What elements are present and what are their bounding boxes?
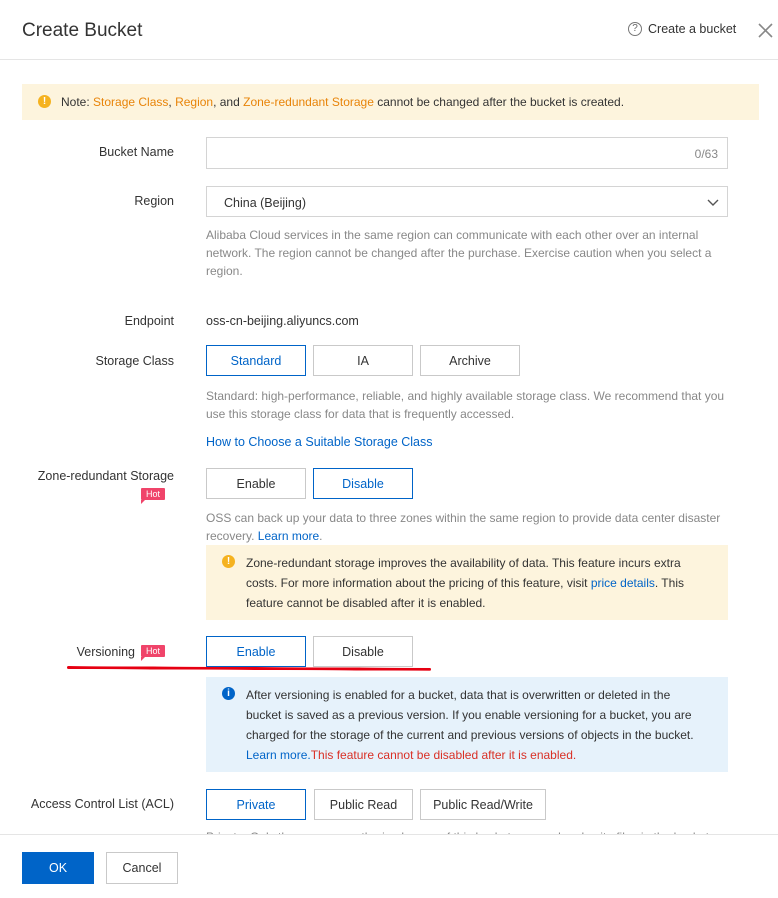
storage-class-ia-button[interactable]: IA xyxy=(313,345,413,376)
note-zone-redundant: Zone-redundant Storage xyxy=(243,95,374,109)
storage-class-standard-button[interactable]: Standard xyxy=(206,345,306,376)
question-icon: ? xyxy=(628,22,642,36)
storage-class-archive-button[interactable]: Archive xyxy=(420,345,520,376)
zone-redundant-label: Zone-redundant Storage xyxy=(37,469,174,483)
zone-redundant-description xyxy=(206,509,730,545)
zone-redundant-warning-text: Zone-redundant storage improves the availability of data. This feature incurs extra costs. For more information about the pricing of this feature, visit xyxy=(246,556,681,590)
zone-redundant-hot-badge: Hot xyxy=(141,488,165,500)
warning-icon: ! xyxy=(38,95,51,108)
zone-redundant-disable-button[interactable]: Disable xyxy=(313,468,413,499)
acl-public-read-write-button[interactable]: Public Read/Write xyxy=(420,789,546,820)
versioning-info-text: After versioning is enabled for a bucket, data that is overwritten or deleted in the bucket is saved as a previous version. If you enable versioning for a bucket, you are charged for the storage of the current and previous versions of objects in the bucket. xyxy=(246,688,694,742)
annotation-underline xyxy=(67,666,431,671)
note-banner xyxy=(22,84,759,120)
versioning-enable-button[interactable]: Enable xyxy=(206,636,306,667)
chevron-down-icon xyxy=(707,196,719,208)
help-link-label: Create a bucket xyxy=(648,22,737,36)
storage-class-description: Standard: high-performance, reliable, and highly available storage class. We recommend that you use this storage class for data that is frequently accessed. xyxy=(206,389,725,421)
versioning-learn-more-link[interactable]: Learn more. xyxy=(246,748,311,762)
versioning-info-warning: This feature cannot be disabled after it is enabled. xyxy=(310,748,577,762)
note-storage-class: Storage Class xyxy=(93,95,169,109)
ok-button[interactable]: OK xyxy=(22,852,94,884)
cancel-button[interactable]: Cancel xyxy=(106,852,178,884)
bucket-name-label: Bucket Name xyxy=(98,145,174,159)
zone-redundant-enable-button[interactable]: Enable xyxy=(206,468,306,499)
note-region: Region xyxy=(175,95,214,109)
endpoint-label: Endpoint xyxy=(124,314,174,328)
region-select[interactable] xyxy=(206,186,728,217)
zone-redundant-desc-period: . xyxy=(319,529,323,543)
bucket-name-char-count: 0/63 xyxy=(694,147,718,161)
note-sep1: , xyxy=(168,95,176,109)
region-label: Region xyxy=(134,194,174,208)
bucket-name-input[interactable] xyxy=(206,137,728,169)
endpoint-value: oss-cn-beijing.aliyuncs.com xyxy=(206,314,359,328)
acl-private-button[interactable]: Private xyxy=(206,789,306,820)
acl-public-read-button[interactable]: Public Read xyxy=(314,789,413,820)
versioning-label: Versioning xyxy=(76,645,135,659)
info-icon: i xyxy=(222,687,235,700)
note-prefix: Note: xyxy=(61,95,94,109)
versioning-info xyxy=(206,677,728,772)
note-sep2: , and xyxy=(213,95,244,109)
dialog-footer xyxy=(0,834,778,898)
close-icon[interactable] xyxy=(757,22,774,39)
versioning-disable-button[interactable]: Disable xyxy=(313,636,413,667)
price-details-link[interactable]: price details xyxy=(590,576,655,590)
note-suffix: cannot be changed after the bucket is created. xyxy=(373,95,625,109)
zone-redundant-warning xyxy=(206,545,728,620)
zone-redundant-desc-text: OSS can back up your data to three zones within the same region to provide data center disaster recovery. xyxy=(206,511,721,543)
note-text xyxy=(61,95,624,109)
acl-label: Access Control List (ACL) xyxy=(30,797,174,811)
zone-redundant-learn-more-link[interactable]: Learn more xyxy=(257,529,320,543)
storage-class-guide-link[interactable]: How to Choose a Suitable Storage Class xyxy=(206,435,433,449)
region-description: Alibaba Cloud services in the same region can communicate with each other over an internal network. The region cannot be changed after the purchase. Exercise caution when you select a region. xyxy=(206,228,712,278)
storage-class-label: Storage Class xyxy=(95,354,174,368)
dialog-header xyxy=(0,0,778,60)
zone-redundant-warning-suffix: . This feature cannot be disabled after it is enabled. xyxy=(246,576,684,610)
dialog-title: Create Bucket xyxy=(22,20,143,41)
warning-icon: ! xyxy=(222,555,235,568)
create-bucket-help-link[interactable] xyxy=(628,22,736,36)
versioning-hot-badge: Hot xyxy=(141,645,165,657)
region-selected-value: China (Beijing) xyxy=(224,196,306,210)
